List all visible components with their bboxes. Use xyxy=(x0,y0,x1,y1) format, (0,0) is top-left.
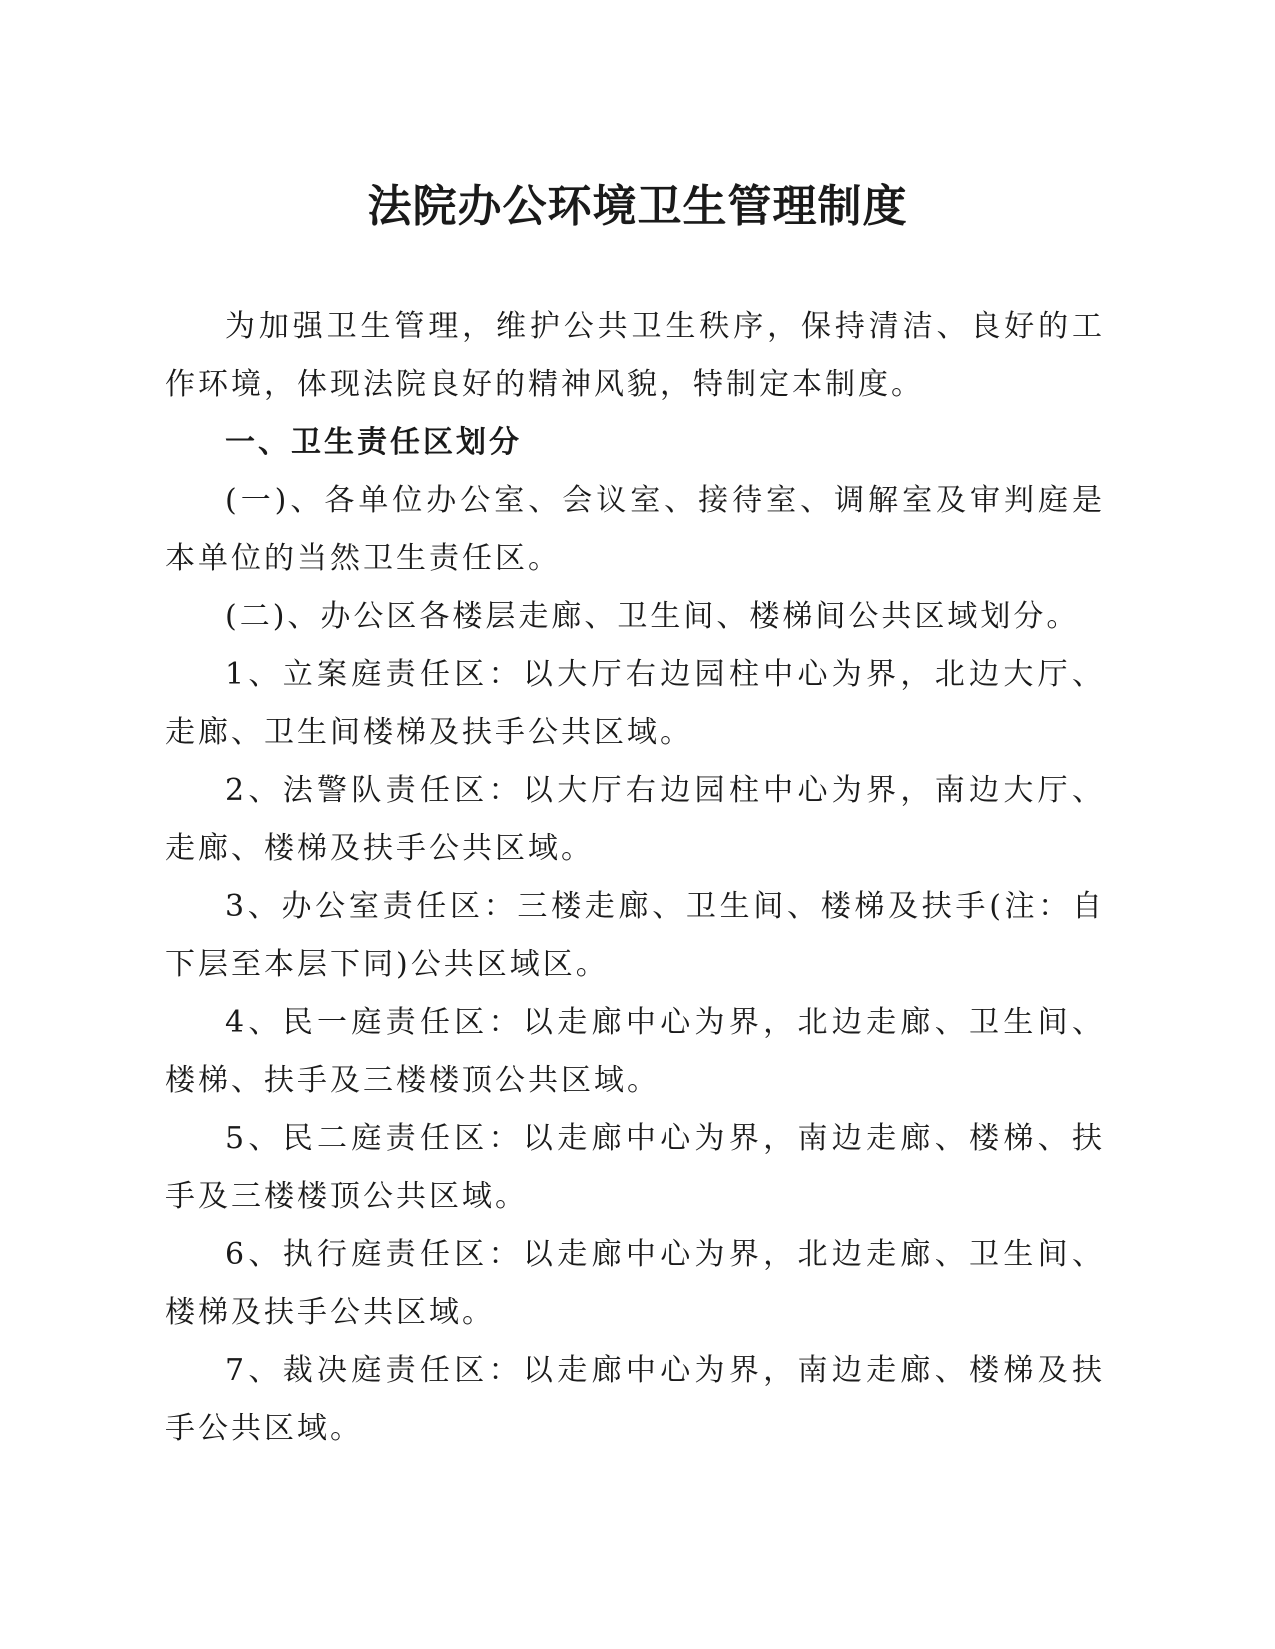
document-body xyxy=(165,298,1105,1458)
document-title: 法院办公环境卫生管理制度 xyxy=(367,181,908,232)
paragraph-item-7: 7、裁决庭责任区：以走廊中心为界，南边走廊、楼梯及扶手公共区域。 xyxy=(165,1353,1105,1446)
paragraph-2: (二)、办公区各楼层走廊、卫生间、楼梯间公共区域划分。 xyxy=(225,599,1080,634)
paragraph-item-3: 3、办公室责任区：三楼走廊、卫生间、楼梯及扶手(注：自下层至本层下同)公共区域区。 xyxy=(165,889,1105,982)
paragraph-item-4: 4、民一庭责任区：以走廊中心为界，北边走廊、卫生间、楼梯、扶手及三楼楼顶公共区域。 xyxy=(165,1005,1105,1098)
paragraph-item-5: 5、民二庭责任区：以走廊中心为界，南边走廊、楼梯、扶手及三楼楼顶公共区域。 xyxy=(165,1121,1105,1214)
paragraph-1: (一)、各单位办公室、会议室、接待室、调解室及审判庭是本单位的当然卫生责任区。 xyxy=(165,483,1105,576)
paragraph-item-2: 2、法警队责任区：以大厅右边园柱中心为界，南边大厅、走廊、楼梯及扶手公共区域。 xyxy=(165,773,1105,866)
paragraph-item-6: 6、执行庭责任区：以走廊中心为界，北边走廊、卫生间、楼梯及扶手公共区域。 xyxy=(165,1237,1105,1330)
section-heading: 一、卫生责任区划分 xyxy=(225,425,522,460)
paragraph-item-1: 1、立案庭责任区：以大厅右边园柱中心为界，北边大厅、走廊、卫生间楼梯及扶手公共区域。 xyxy=(165,657,1105,750)
intro-paragraph: 为加强卫生管理，维护公共卫生秩序，保持清洁、良好的工作环境，体现法院良好的精神风貌，特制定本制度。 xyxy=(165,309,1105,402)
